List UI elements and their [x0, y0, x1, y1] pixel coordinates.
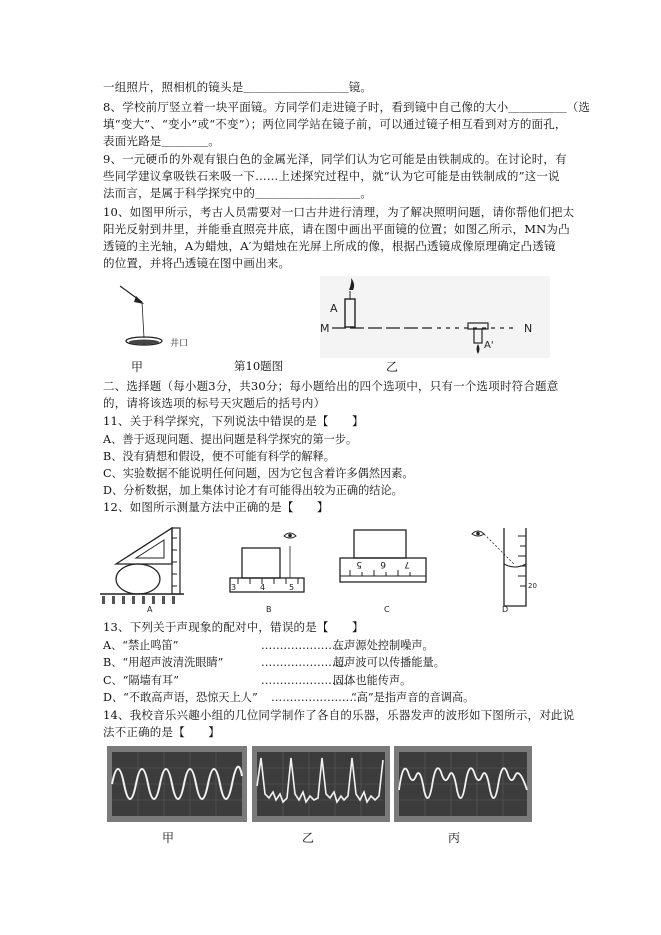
q13-option-a-left: A、“禁止鸣笛”: [103, 639, 179, 652]
q13-option-b: [103, 655, 445, 670]
q13-option-a-right: 在声源处控制噪声。: [333, 639, 434, 652]
q11-option-c: C、实验数据不能说明任何问题，因为它包含着许多偶然因素。: [103, 467, 414, 480]
q8-line-1: 8、学校前厅竖立着一块平面镜。方同学们走进镜子时，看到镜中自己像的大小＿＿＿＿＿（选: [103, 100, 591, 114]
q13-option-d-right: “高”是指声音的音调高。: [351, 691, 475, 704]
measured-ball: [116, 564, 160, 594]
ruler-b-tick-5: 5: [289, 583, 295, 592]
q14-caption-bing: 丙: [448, 831, 461, 845]
label-A: A: [330, 302, 338, 315]
ruler-c-tick-6: 6: [380, 559, 386, 569]
measured-block-c: [354, 530, 406, 558]
q12-label-d: D: [502, 605, 509, 614]
q12-measurement-figures: [100, 524, 550, 614]
q10-line-1: 10、如图甲所示，考古人员需要对一口古井进行清理，为了解决照明问题，请你帮他们把太: [103, 205, 575, 219]
q13-option-d-left: D、“不敢高声语，恐惊天上人”: [103, 691, 258, 704]
ruler-b-tick-4: 4: [260, 583, 266, 592]
eye-pupil-d: [476, 532, 480, 536]
q13-option-b-right: 超声波可以传播能量。: [333, 656, 445, 669]
q10-line-2: 阳光反射到井里，并能垂直照亮井底，请在图中画出平面镜的位置；如图乙所示，MN为凸: [103, 222, 570, 236]
q13-dots-c: ……………………: [261, 674, 351, 687]
q13-dots-a: ……………………: [261, 639, 351, 652]
option-c-figure: [340, 530, 426, 582]
q9-line-3: 法而言，是属于科学探究中的＿＿＿＿＿＿＿＿＿。: [103, 186, 373, 200]
q12-label-b: B: [266, 605, 272, 614]
q13-option-a: [103, 638, 434, 653]
q13-option-c-right: 固体也能传声。: [333, 674, 412, 687]
ruler-c-tick-5: 5: [356, 559, 362, 569]
q14-stem-line-1: 14、我校音乐兴趣小组的几位同学制作了各自的乐器，乐器发声的波形如下图所示，对此说: [103, 708, 575, 722]
q11-option-d: D、分析数据，加上集体讨论才有可能得出较为正确的结论。: [103, 484, 403, 497]
fig10-caption-main: 第10题图: [234, 359, 284, 373]
label-A-prime: A': [484, 340, 494, 351]
cylinder-tick-20: 20: [528, 582, 537, 590]
q13-option-d: [103, 690, 475, 705]
q8-line-3: 表面光路是＿＿＿＿。: [103, 134, 220, 148]
well-axis: [142, 302, 144, 338]
q13-option-c: [103, 673, 412, 688]
fig10-jia-well-diagram: [100, 278, 230, 353]
q9-line-1: 9、一元硬币的外观有银白色的金属光泽，同学们认为它可能是由铁制成的。在讨论时，有: [103, 152, 567, 166]
option-b-figure: [230, 533, 304, 592]
label-N: N: [524, 322, 533, 335]
eye-pupil: [288, 534, 292, 538]
waveform-panel-jia: [107, 746, 247, 822]
option-a-figure: [100, 528, 184, 604]
measured-block-b: [242, 548, 280, 578]
q10-line-4: 的位置，并将凸透镜在图中画出来。: [103, 256, 291, 270]
well-mouth-label: 井口: [170, 339, 189, 349]
well-bottom: [129, 340, 159, 345]
q7-tail-line: 一组照片，照相机的镜头是＿＿＿＿＿＿＿＿＿镜。: [103, 80, 373, 94]
q11-option-b: B、没有猜想和假设，便不可能有科学的解释。: [103, 450, 335, 463]
q12-label-c: C: [384, 605, 390, 614]
q14-stem-line-2: 法不正确的是【 】: [103, 725, 220, 739]
q13-stem: 13、下列关于声现象的配对中，错误的是【 】: [103, 620, 364, 634]
q13-option-c-left: C、“隔墙有耳”: [103, 674, 179, 687]
label-M: M: [320, 322, 330, 335]
waveform-panel-bing: [394, 746, 532, 822]
fig10-yi-lens-diagram: [318, 276, 550, 358]
section2-line-1: 二、选择题（每小题3分，共30分；每小题给出的四个选项中，只有一个选项时符合题意: [103, 379, 559, 393]
ruler-b-tick-3: 3: [231, 583, 237, 592]
sight-line-d: [484, 534, 514, 564]
option-d-figure: [472, 528, 537, 606]
fig10-caption-yi: 乙: [386, 360, 399, 374]
q14-caption-yi: 乙: [302, 831, 315, 845]
q13-dots-b: ……………………: [261, 656, 351, 669]
fig10-caption-jia: 甲: [131, 360, 144, 374]
q8-line-2: 填“变大”、“变小”或“不变”）；两位同学站在镜子前，可以通过镜子相互看到对方的面孔，: [103, 117, 567, 131]
ruler-c-tick-7: 7: [404, 559, 410, 569]
q12-stem: 12、如图所示测量方法中正确的是【 】: [103, 500, 329, 514]
q12-label-a: A: [147, 605, 153, 614]
q10-line-3: 透镜的主光轴，A为蜡烛，A′为蜡烛在光屏上所成的像，根据凸透镜成像原理确定凸透镜: [103, 239, 556, 253]
q13-option-b-left: B、“用超声波清洗眼睛”: [103, 656, 224, 669]
waveform-panel-yi: [252, 746, 390, 822]
q11-option-a: A、善于返现问题、提出问题是科学探究的第一步。: [103, 433, 358, 446]
q14-caption-jia: 甲: [162, 831, 175, 845]
q11-stem: 11、关于科学探究，下列说法中错误的是【 】: [103, 414, 364, 428]
q9-line-2: 些同学建议拿吸铁石来吸一下……上述探究过程中，就“认为它可能是由铁制成的”这一说: [103, 169, 560, 183]
section2-line-2: 的，请将该选项的标号天灾题后的括号内）: [103, 396, 326, 410]
q13-dots-d: ……………………: [271, 691, 361, 704]
